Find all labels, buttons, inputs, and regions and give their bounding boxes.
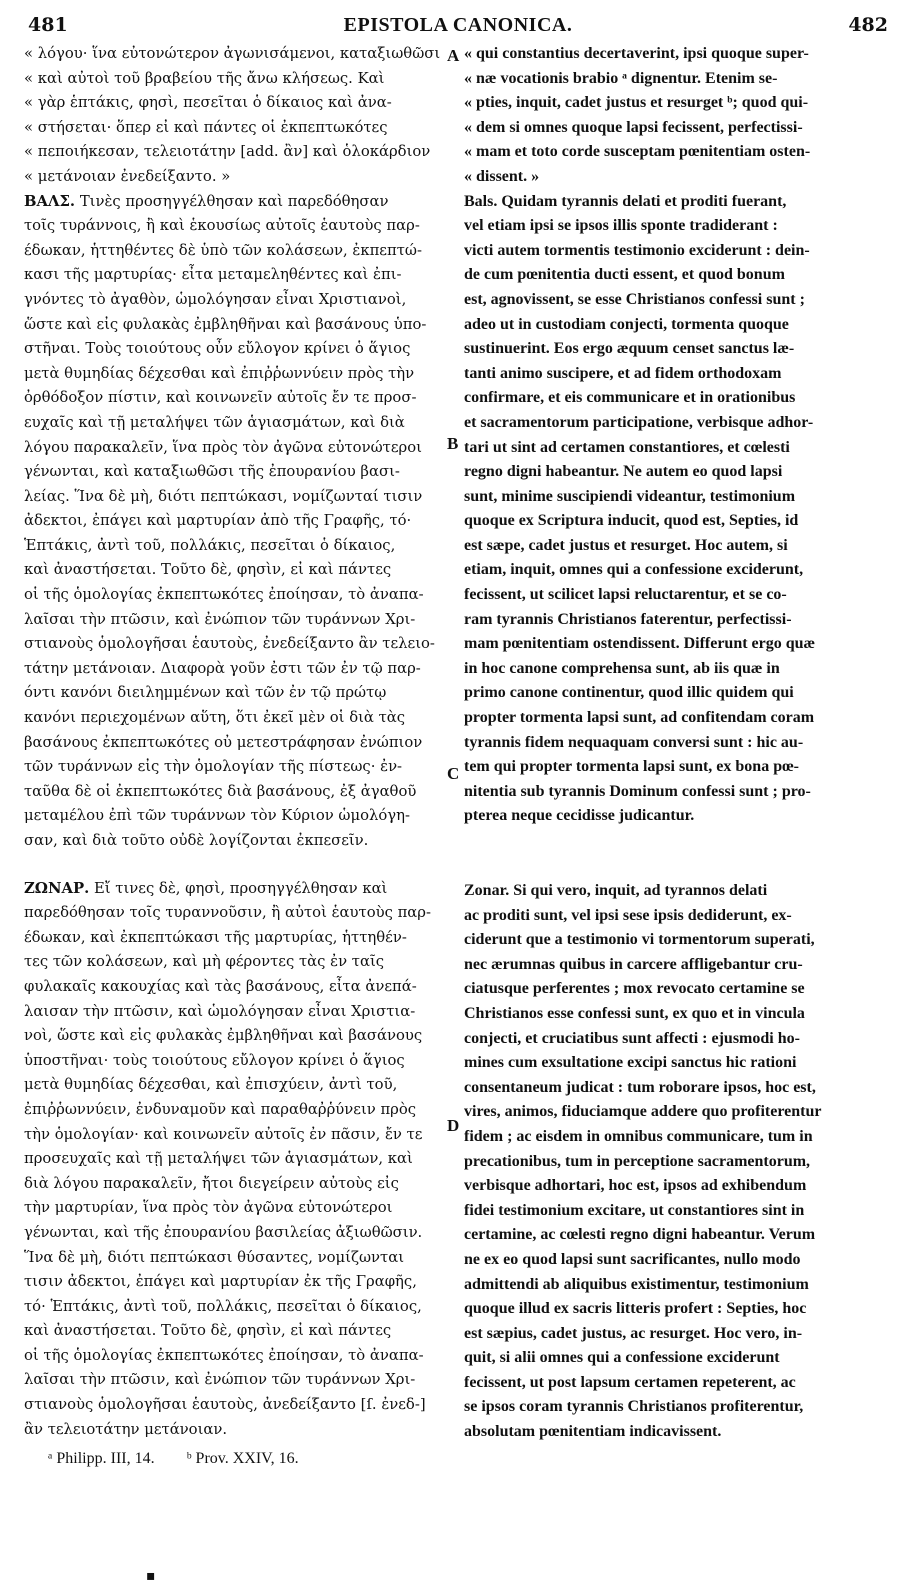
- text-line: καὶ ἀναστήσεται. Τοῦτο δὲ, φησὶν, εἰ καὶ πάντες: [24, 561, 392, 579]
- text-line: λόγου παρακαλεῖν, ἵνα πρὸς τὸν ἀγῶνα εὐτονώτεροι: [24, 438, 422, 456]
- greek-balsamon-commentary: [24, 190, 444, 854]
- text-line: τό· Ἑπτάκις, ἀντὶ τοῦ, πολλάκις, πεσεῖται ὁ δίκαιος,: [24, 1297, 422, 1315]
- text-line: « mam et toto corde susceptam pœnitentiam osten-: [464, 143, 811, 161]
- greek-column: [24, 42, 444, 1442]
- text-line: προσευχαῖς καὶ τῇ μεταλήψει τῶν ἁγιασμάτων, καὶ: [24, 1150, 413, 1168]
- latin-balsamon-commentary: [464, 190, 889, 829]
- text-line: regno digni habeantur. Ne autem eo quod lapsi: [464, 463, 783, 481]
- text-line: τοῖς τυράννοις, ἢ καὶ ἑκουσίως αὐτοῖς ἑαυτοὺς παρ-: [24, 217, 420, 235]
- text-line: « στήσεται· ὅπερ εἰ καὶ πάντες οἱ ἐκπεπτωκότες: [24, 118, 388, 136]
- text-line: tari ut sint ad certamen constantiores, et cœlesti: [464, 438, 790, 456]
- text-line: ὑποστῆναι· τοὺς τοιούτους εὔλογον κρίνει ὁ ἅγιος: [24, 1051, 405, 1069]
- text-line: τὴν μαρτυρίαν, ἵνα πρὸς τὸν ἀγῶνα εὐτονώτεροι: [24, 1199, 393, 1217]
- text-line: tanti animo suscipere, et ad fidem orthodoxam: [464, 364, 782, 382]
- text-line: λαῖσαι τὴν πτῶσιν, καὶ ἐνώπιον τῶν τυράννων Χρι-: [24, 610, 416, 628]
- text-line: est sæpe, cadet justus et resurget. Hoc autem, si: [464, 536, 788, 554]
- text-line: τὴν ὁμολογίαν· καὶ κοινωνεῖν αὐτοῖς ἐν πᾶσιν, ἔν τε: [24, 1125, 423, 1143]
- text-line: vel etiam ipsi se ipsos illis sponte tradiderant :: [464, 217, 778, 235]
- text-line: έδωκαν, καὶ ἐκπεπτώκασι τῆς μαρτυρίας, ἡττηθέν-: [24, 928, 407, 946]
- text-line: οἱ τῆς ὁμολογίας ἐκπεπτωκότες ἐποίησαν, τὸ ἀναπα-: [24, 586, 424, 604]
- text-line: sunt, minime suscipiendi videantur, testimonium: [464, 487, 796, 505]
- text-line: παρεδόθησαν τοῖς τυραννοῦσιν, ἢ αὐτοὶ ἑαυτοὺς παρ-: [24, 904, 432, 922]
- text-line: conjecti, et cruciatibus sunt affecti : ejusmodi ho-: [464, 1029, 800, 1047]
- page-title: EPISTOLA CANONICA.: [343, 14, 573, 36]
- text-line: certamine, ac cœlesti regno digni habeantur. Verum: [464, 1226, 816, 1244]
- text-line: fidei testimonium excitare, ut constantiores sint in: [464, 1201, 805, 1219]
- text-line: verbisque adhortari, hoc est, ipsos ad exhibendum: [464, 1177, 807, 1195]
- text-line: « πεποιήκεσαν, τελειοτάτην [add. ἂν] καὶ ὁλοκάρδιον: [24, 143, 431, 161]
- text-line: mines cum exsultatione excipi sanctus hic rationi: [464, 1054, 797, 1072]
- text-line: Ἵνα δὲ μὴ, διότι πεπτώκασι θύσαντες, νομίζωνται: [24, 1248, 405, 1266]
- text-line: admittendi ab aliquibus existimentur, testimonium: [464, 1275, 809, 1293]
- commentator-label: ΖΩΝΑΡ.: [24, 879, 90, 897]
- text-line: ciatusque perferentes ; mox revocato certamine se: [464, 980, 805, 998]
- text-line: « γὰρ ἑπτάκις, φησὶ, πεσεῖται ὁ δίκαιος καὶ ἀνα-: [24, 94, 392, 112]
- text-line: fecissent, ut scilicet lapsi reluctarentur, et se co-: [464, 586, 787, 604]
- text-line: Christianos esse confessi sunt, ex quo et in vincula: [464, 1004, 805, 1022]
- page-header: [24, 14, 892, 44]
- text-line-content: Εἴ τινες δὲ, φησὶ, προσηγγέλθησαν καὶ: [93, 879, 388, 897]
- text-line: τισιν ἀδεκτοι, ἐπάγει καὶ μαρτυρίαν ἐκ τῆς Γραφῆς,: [24, 1273, 417, 1291]
- text-line: μετὰ θυμηδίας δέχεσθαι, καὶ ἐπισχύειν, ἀντὶ τοῦ,: [24, 1076, 398, 1094]
- text-line: « dem si omnes quoque lapsi fecissent, perfectissi-: [464, 118, 803, 136]
- text-line: nitentia sub tyrannis Dominum confessi sunt ; pro-: [464, 782, 811, 800]
- text-line: se ipsos coram tyrannis Christianos profiterentur,: [464, 1398, 804, 1416]
- footnote-a: ᵃ Philipp. III, 14.: [48, 1450, 155, 1467]
- text-line: pterea neque cecidisse judicantur.: [464, 807, 695, 825]
- text-line: de cum pœnitentia ducti essent, et quod bonum: [464, 266, 785, 284]
- text-line: κασι τῆς μαρτυρίας· εἶτα μεταμεληθέντες καὶ ἐπι-: [24, 266, 402, 284]
- text-line: οἱ τῆς ὁμολογίας ἐκπεπτωκότες ἐποίησαν, τὸ ἀναπα-: [24, 1346, 424, 1364]
- margin-marker-c: C: [447, 764, 460, 783]
- text-line: quit, si alii omnes qui a confessione exciderunt: [464, 1349, 780, 1367]
- text-line: διὰ λόγου παρακαλεῖν, ἤτοι διεγείρειν αὐτοὺς εἰς: [24, 1174, 399, 1192]
- text-line: « dissent. »: [464, 167, 540, 185]
- text-line: [464, 879, 889, 904]
- footnotes: [48, 1450, 327, 1468]
- latin-zonaras-commentary: [464, 879, 889, 1445]
- text-line: [24, 877, 444, 902]
- text-line: « καὶ αὐτοὶ τοῦ βραβείου τῆς ἄνω κλήσεως. Καὶ: [24, 69, 385, 87]
- text-line: ac proditi sunt, vel ipsi sese ipsis dediderunt, ex-: [464, 906, 792, 924]
- commentator-label: ΒΑΛΣ.: [24, 192, 76, 210]
- text-line: καὶ ἀναστήσεται. Τοῦτο δὲ, φησὶν, εἰ καὶ πάντες: [24, 1322, 392, 1340]
- text-line: Ἑπτάκις, ἀντὶ τοῦ, πολλάκις, πεσεῖται ὁ δίκαιος,: [24, 536, 396, 554]
- text-line: γένωνται, καὶ καταξιωθῶσι τῆς ἐπουρανίου βασι-: [24, 463, 400, 481]
- text-line: έδωκαν, ἡττηθέντες δὲ ὑπὸ τῶν κολάσεων, ἐκπεπτώ-: [24, 241, 422, 259]
- latin-quote: [464, 42, 889, 190]
- text-line: primo canone continentur, quod illic quidem qui: [464, 684, 794, 702]
- text-line: « pties, inquit, cadet justus et resurget ᵇ; quod qui-: [464, 94, 809, 112]
- margin-marker-d: D: [447, 1116, 460, 1135]
- text-line: precationibus, tum in perceptione sacramentorum,: [464, 1152, 811, 1170]
- text-line: γνόντες τὸ ἀγαθὸν, ὡμολόγησαν εἶναι Χριστιανοὶ,: [24, 290, 407, 308]
- text-line: ne ex eo quod lapsi sunt sacrificantes, nullo modo: [464, 1250, 801, 1268]
- page-number-left: 481: [28, 14, 68, 36]
- latin-column: [464, 42, 889, 1445]
- text-line: etiam, inquit, omnes qui a confessione exciderunt,: [464, 561, 804, 579]
- text-line-content: Quidam tyrannis delati et proditi fuerant,: [501, 192, 787, 210]
- text-line-content: Si qui vero, inquit, ad tyrannos delati: [513, 882, 768, 899]
- text-line: adeo ut in custodiam conjecti, tormenta quoque: [464, 315, 789, 333]
- text-line: τάτην μετάνοιαν. Διαφορὰ γοῦν ἐστι τῶν ἐν τῷ παρ-: [24, 659, 421, 677]
- text-line: στῆναι. Τοὺς τοιούτους οὖν εὔλογον κρίνει ὁ ἅγιος: [24, 340, 411, 358]
- margin-marker-a: A: [447, 46, 460, 65]
- text-line: [464, 190, 889, 215]
- margin-marker-b: B: [447, 434, 459, 453]
- text-line: ram tyrannis Christianos faterentur, perfectissi-: [464, 610, 792, 628]
- text-line: ευχαῖς καὶ τῇ μεταλήψει τῶν ἁγιασμάτων, καὶ διὰ: [24, 413, 405, 431]
- text-line: φυλακαῖς κακουχίας καὶ τὰς βασάνους, εἶτα ἀνεπά-: [24, 977, 417, 995]
- text-line: absolutam pœnitentiam indicavissent.: [464, 1423, 722, 1441]
- text-line: et sacramentorum participatione, verbisque adhor-: [464, 413, 814, 431]
- text-line: consentaneum judicat : tum roborare ipsos, hoc est,: [464, 1078, 816, 1096]
- section-gap: [464, 829, 889, 879]
- text-line: βασάνους ἐκπεπτωκότες οὐ μετεστράφησαν ἐνώπιον: [24, 733, 423, 751]
- commentator-label: Bals.: [464, 192, 498, 210]
- text-line: ἐπιῤῥωννύειν, ἐνδυναμοῦν καὶ παραθαῤῥύνειν πρὸς: [24, 1100, 417, 1118]
- text-line: in hoc canone comprehensa sunt, ab iis quæ in: [464, 659, 780, 677]
- text-line: vires, animos, fiduciamque addere quo profiterentur: [464, 1103, 822, 1121]
- text-line: « μετάνοιαν ἐνεδείξαντο. »: [24, 167, 231, 185]
- text-line: γένωνται, καὶ τῆς ἐπουρανίου βασιλείας ἀξιωθῶσιν.: [24, 1223, 423, 1241]
- text-line: τες τῶν κολάσεων, καὶ μὴ φέροντες τὰς ἐν ταῖς: [24, 953, 385, 971]
- text-line: λαισαν τὴν πτῶσιν, καὶ ὡμολόγησαν εἶναι Χριστια-: [24, 1002, 416, 1020]
- page-number-right: 482: [848, 14, 888, 36]
- text-line: όντι κανόνι διειλημμένων καὶ τῶν ἐν τῷ πρώτῳ: [24, 684, 387, 702]
- text-line: « næ vocationis brabio ᵃ dignentur. Etenim se-: [464, 69, 778, 87]
- commentator-label: Zonar.: [464, 882, 510, 899]
- text-line: στιανοὺς ὁμολογῆσαι ἑαυτοὺς, ἐνεδείξαντο ἂν τελειο-: [24, 635, 435, 653]
- text-line: tem qui propter tormenta lapsi sunt, ex bona pœ-: [464, 758, 799, 776]
- text-line: victi autem tormentis testimonio exciderunt : dein-: [464, 241, 810, 259]
- text-line: mam pœnitentiam ostendissent. Differunt ergo quæ: [464, 635, 816, 653]
- text-line: ἀδεκτοι, ἐπάγει καὶ μαρτυρίαν ἀπὸ τῆς Γραφῆς, τό·: [24, 512, 412, 530]
- text-line: στιανοὺς ὁμολογῆσαι ἑαυτοὺς, ἀνεδείξαντο [ſ. ἐνεδ-]: [24, 1396, 426, 1414]
- greek-quote: [24, 42, 444, 190]
- section-gap: [24, 854, 444, 877]
- page-bottom-mark: ▪: [146, 1568, 156, 1584]
- text-line: μεταμέλου ἐπὶ τῶν τυράννων τὸν Κύριον ὡμολόγη-: [24, 807, 411, 825]
- text-line: propter tormenta lapsi sunt, ad confitendam coram: [464, 709, 815, 727]
- text-line: τῶν τυράννων εἰς τὴν ὁμολογίαν τῆς πίστεως· ἐν-: [24, 758, 403, 776]
- text-line: λείας. Ἵνα δὲ μὴ, διότι πεπτώκασι, νομίζωνταί τισιν: [24, 487, 423, 505]
- text-line: « qui constantius decertaverint, ipsi quoque super-: [464, 45, 809, 62]
- text-line: quoque ex Scriptura inducit, quod est, Septies, id: [464, 512, 799, 530]
- text-line: « λόγου· ἵνα εὐτονώτερον ἀγωνισάμενοι, καταξιωθῶσι: [24, 45, 441, 62]
- text-line: λαῖσαι τὴν πτῶσιν, καὶ ἐνώπιον τῶν τυράννων Χρι-: [24, 1371, 416, 1389]
- text-line: confirmare, et eis communicare et in orationibus: [464, 389, 796, 407]
- footnote-b: ᵇ Prov. XXIV, 16.: [186, 1450, 299, 1467]
- text-line: [24, 190, 444, 215]
- greek-zonaras-commentary: [24, 877, 444, 1443]
- text-line: μετὰ θυμηδίας δέχεσθαι καὶ ἐπιῤῥωννύειν πρὸς τὴν: [24, 364, 415, 382]
- text-line: ὀρθόδοξον πίστιν, καὶ κοινωνεῖν αὐτοῖς ἔν τε προσ-: [24, 389, 417, 407]
- text-line: nec ærumnas quibus in carcere affligebantur cru-: [464, 955, 803, 973]
- text-line: est, agnovissent, se esse Christianos confessi sunt ;: [464, 290, 805, 308]
- text-line: fidem ; ac eisdem in omnibus communicare, tum in: [464, 1127, 813, 1145]
- text-line-content: Τινὲς προσηγγέλθησαν καὶ παρεδόθησαν: [79, 192, 389, 210]
- text-line: ταῦθα δὲ οἱ ἐκπεπτωκότες διὰ βασάνους, ἐξ ἀγαθοῦ: [24, 782, 417, 800]
- text-line: sustinuerint. Eos ergo æquum censet sanctus læ-: [464, 340, 795, 358]
- text-line: quoque illud ex sacris litteris profert : Septies, hoc: [464, 1300, 807, 1318]
- text-line: κανόνι περιεχομένων αὕτη, ὅτι ἐκεῖ μὲν οἱ διὰ τὰς: [24, 709, 406, 727]
- text-line: tyrannis fidem nequaquam conversi sunt : hic au-: [464, 733, 804, 751]
- text-line: est sæpius, cadet justus, ac resurget. Hoc vero, in-: [464, 1324, 803, 1342]
- text-line: fecissent, ut post lapsum certamen repeterent, ac: [464, 1373, 796, 1391]
- text-line: ἂν τελειοτάτην μετάνοιαν.: [24, 1420, 228, 1438]
- text-line: ciderunt que a testimonio vi tormentorum superati,: [464, 931, 815, 949]
- text-line: νοὶ, ὥστε καὶ εἰς φυλακὰς ἐμβληθῆναι καὶ βασάνους: [24, 1027, 423, 1045]
- text-line: σαν, καὶ διὰ τοῦτο οὐδὲ λογίζονται ἐκπεσεῖν.: [24, 832, 369, 849]
- text-line: ὥστε καὶ εἰς φυλακὰς ἐμβληθῆναι καὶ βασάνους ὑπο-: [24, 315, 427, 333]
